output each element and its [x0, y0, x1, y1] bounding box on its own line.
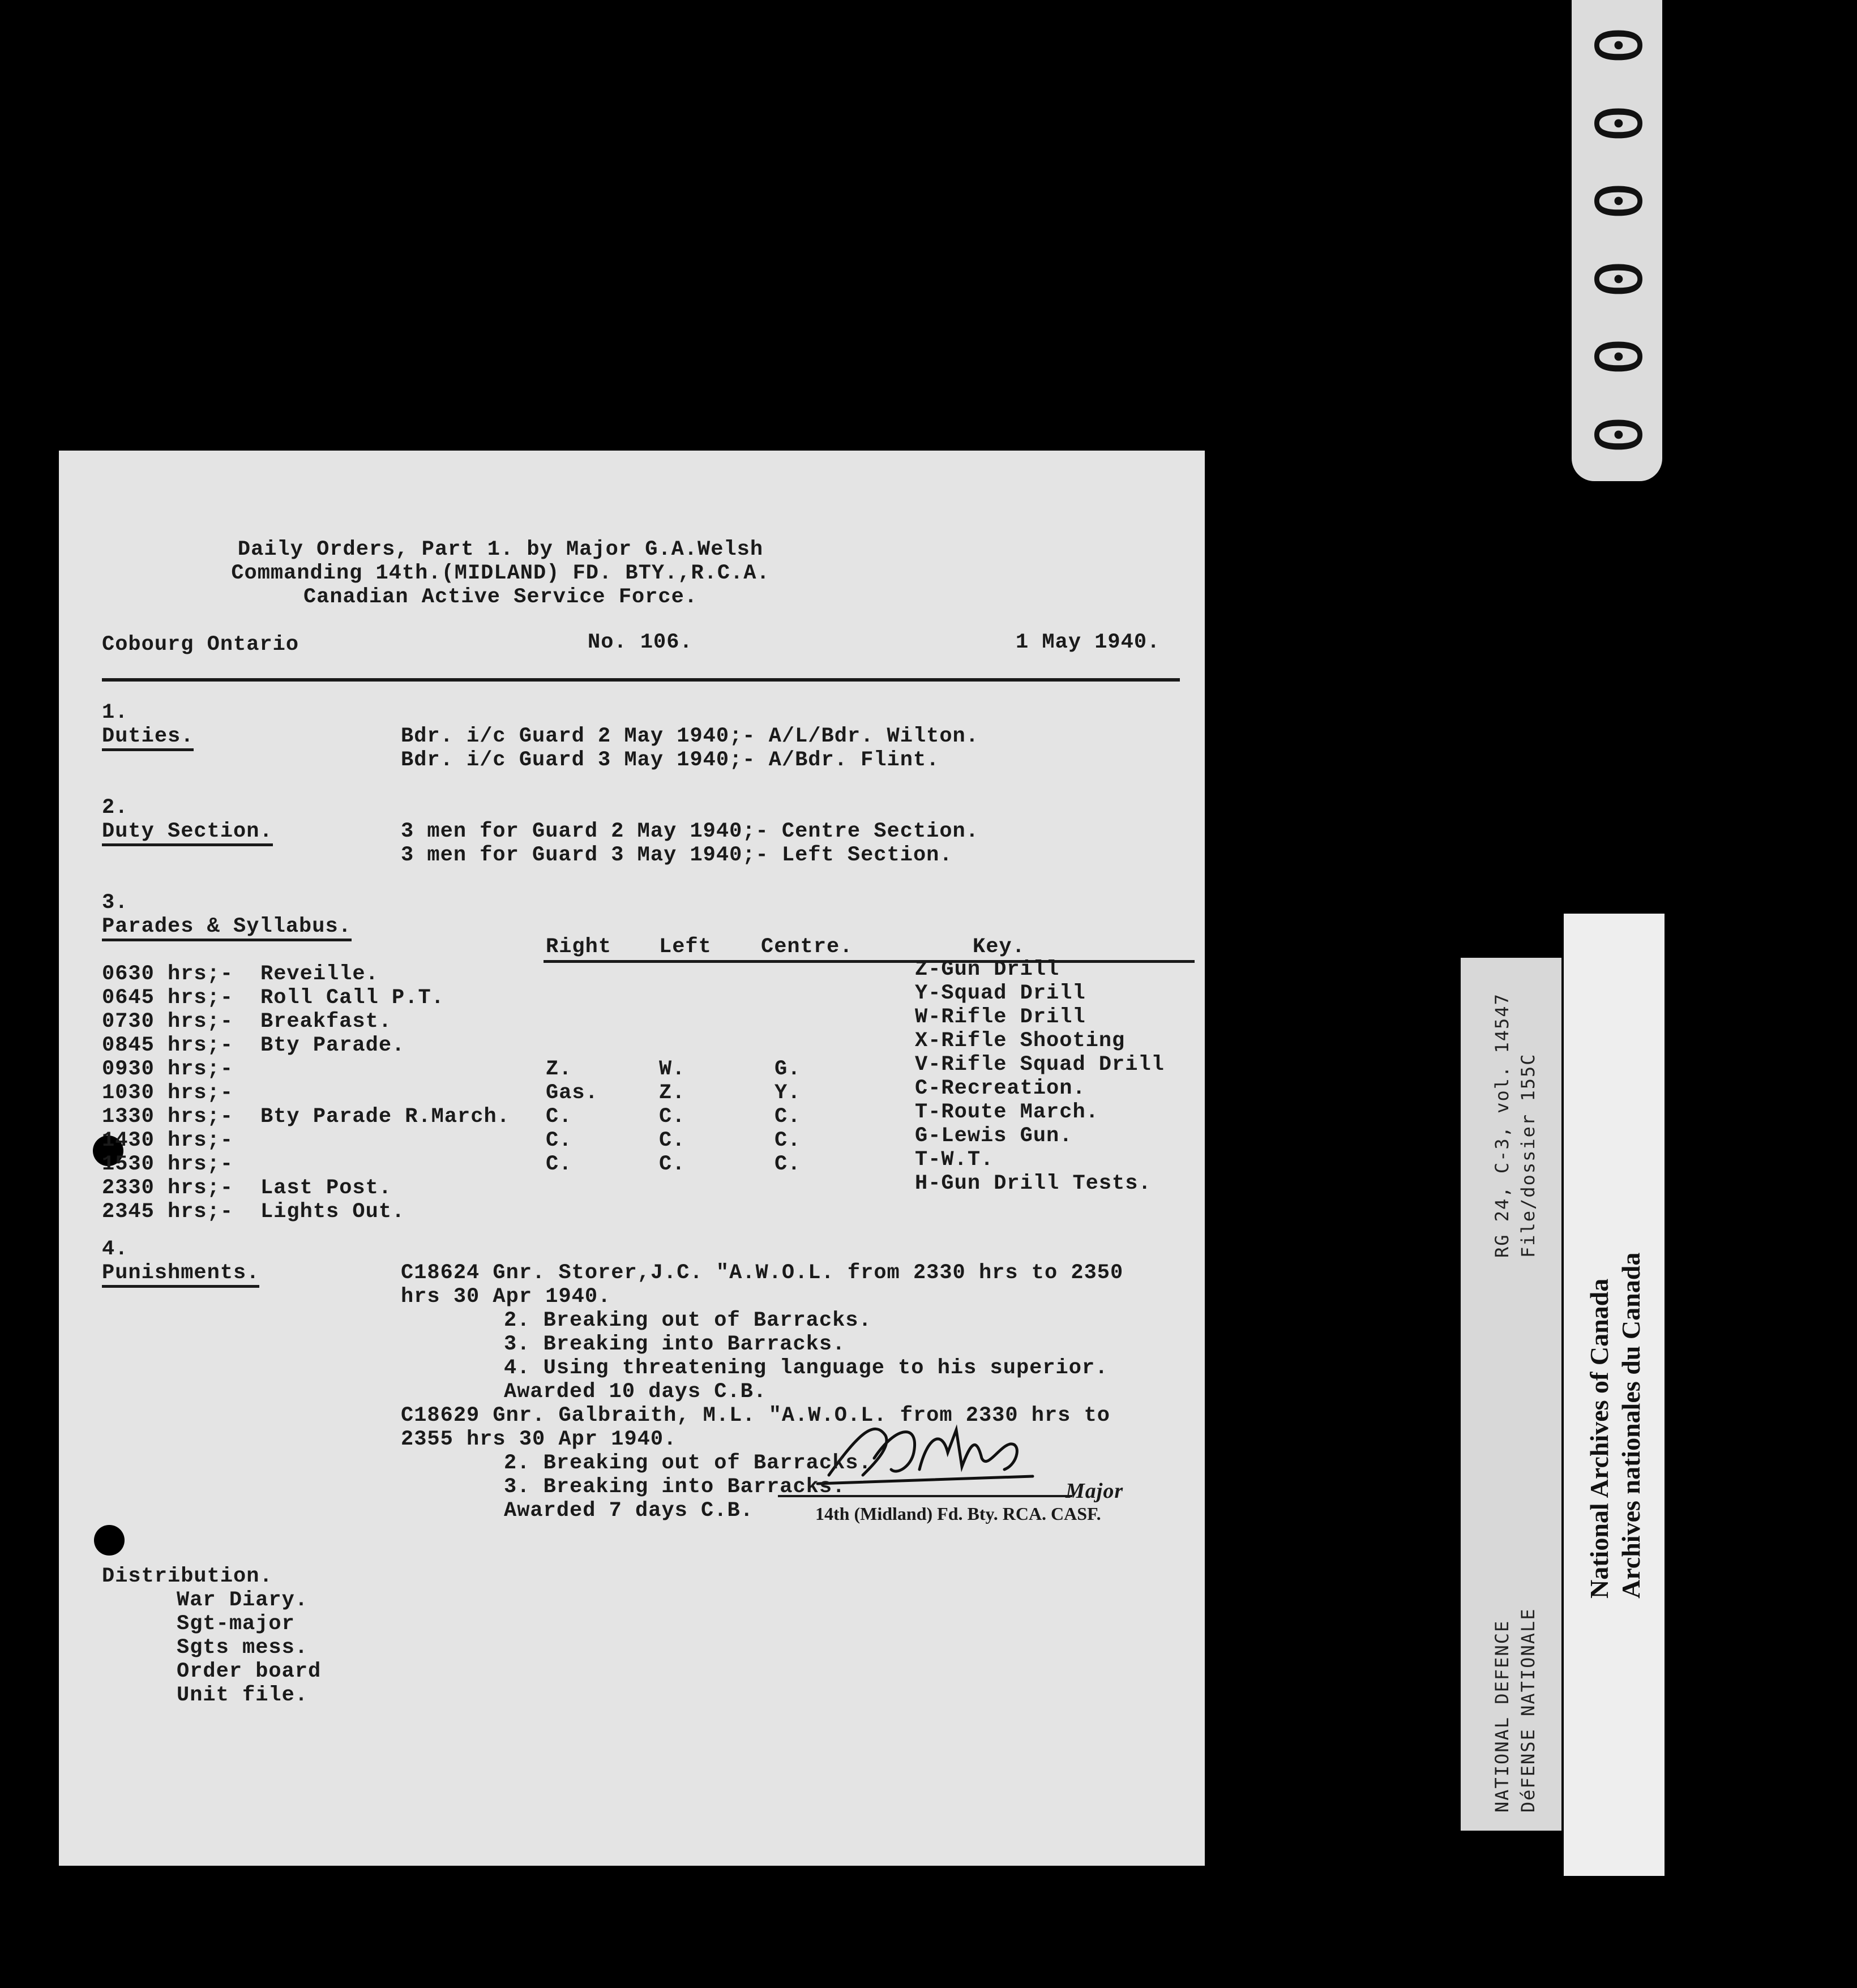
- counter-digit: 0: [1580, 104, 1654, 143]
- syllabus-right: Z.: [546, 1057, 572, 1081]
- archives-name-fr: Archives nationales du Canada: [1616, 1252, 1645, 1599]
- section-3-title: Parades & Syllabus.: [102, 915, 352, 941]
- distribution-item: Order board: [177, 1660, 322, 1683]
- section-1-title: Duties.: [102, 725, 194, 751]
- header-line-1: Daily Orders, Part 1. by Major G.A.Welsh: [237, 538, 764, 562]
- reference-line-2: File/dossier 155C: [1517, 1053, 1539, 1258]
- order-date: 1 May 1940.: [1016, 631, 1161, 654]
- syllabus-key-item: G-Lewis Gun.: [915, 1124, 1073, 1148]
- syllabus-key-item: Y-Squad Drill: [915, 982, 1086, 1005]
- order-number: No. 106.: [588, 631, 693, 654]
- signature-rank: Major: [1066, 1479, 1124, 1503]
- syllabus-centre: G.: [775, 1057, 801, 1081]
- section-3-number: 3.: [102, 891, 129, 915]
- counter-digit: 0: [1580, 26, 1654, 65]
- syllabus-key-item: V-Rifle Squad Drill: [915, 1053, 1165, 1077]
- syllabus-event: Roll Call P.T.: [260, 986, 444, 1010]
- syllabus-key-item: X-Rifle Shooting: [915, 1029, 1126, 1053]
- syllabus-centre: Y.: [775, 1081, 801, 1105]
- syllabus-time: 0645 hrs;-: [102, 986, 234, 1010]
- punishment-line: C18629 Gnr. Galbraith, M.L. "A.W.O.L. from 2330 hrs to: [401, 1404, 1110, 1428]
- dept-line-2: DéFENSE NATIONALE: [1517, 1608, 1539, 1813]
- syllabus-header-rule: [544, 960, 1195, 963]
- syllabus-event: Last Post.: [260, 1176, 392, 1200]
- syllabus-time: 1030 hrs;-: [102, 1081, 234, 1105]
- place: Cobourg Ontario: [102, 633, 299, 657]
- syllabus-time: 0630 hrs;-: [102, 962, 234, 986]
- col-header-key: Key.: [973, 935, 1025, 959]
- syllabus-time: 2345 hrs;-: [102, 1200, 234, 1224]
- national-archives-label: [1564, 914, 1665, 1876]
- syllabus-key-item: W-Rifle Drill: [915, 1005, 1086, 1029]
- syllabus-left: C.: [659, 1105, 686, 1129]
- syllabus-left: C.: [659, 1129, 686, 1152]
- counter-digit: 0: [1580, 337, 1654, 376]
- syllabus-time: 0930 hrs;-: [102, 1057, 234, 1081]
- syllabus-left: C.: [659, 1152, 686, 1176]
- col-header-left: Left: [659, 935, 712, 959]
- punishment-line: 4. Using threatening language to his superior.: [504, 1356, 1109, 1380]
- punishment-line: 2. Breaking out of Barracks.: [504, 1451, 872, 1475]
- syllabus-left: W.: [659, 1057, 686, 1081]
- frame-counter-digits: [1572, 14, 1662, 466]
- distribution-item: War Diary.: [177, 1588, 309, 1612]
- syllabus-time: 1430 hrs;-: [102, 1129, 234, 1152]
- distribution-title: Distribution.: [102, 1565, 273, 1588]
- duty-line: Bdr. i/c Guard 2 May 1940;- A/L/Bdr. Wilton.: [401, 725, 979, 748]
- syllabus-right: C.: [546, 1105, 572, 1129]
- header-line-3: Canadian Active Service Force.: [303, 585, 698, 609]
- syllabus-event: Lights Out.: [260, 1200, 405, 1224]
- syllabus-event: Bty Parade.: [260, 1034, 405, 1057]
- reference-line-1: RG 24, C-3, vol. 14547: [1491, 993, 1513, 1258]
- distribution-item: Sgt-major: [177, 1612, 295, 1636]
- reference-label: [1461, 958, 1561, 1831]
- signature-unit: 14th (Midland) Fd. Bty. RCA. CASF.: [815, 1503, 1101, 1524]
- syllabus-key-item: T-W.T.: [915, 1148, 994, 1172]
- syllabus-key-item: H-Gun Drill Tests.: [915, 1172, 1152, 1196]
- col-header-right: Right: [546, 935, 612, 959]
- duty-section-line: 3 men for Guard 3 May 1940;- Left Section.: [401, 843, 953, 867]
- punishment-line: 3. Breaking into Barracks.: [504, 1333, 846, 1356]
- syllabus-time: 2330 hrs;-: [102, 1176, 234, 1200]
- syllabus-event: Breakfast.: [260, 1010, 392, 1034]
- punishment-line: C18624 Gnr. Storer,J.C. "A.W.O.L. from 2330 hrs to 2350: [401, 1261, 1124, 1285]
- punishment-line: 2355 hrs 30 Apr 1940.: [401, 1428, 677, 1451]
- syllabus-right: Gas.: [546, 1081, 598, 1105]
- syllabus-key-item: T-Route March.: [915, 1100, 1099, 1124]
- counter-digit: 0: [1580, 260, 1654, 298]
- counter-digit: 0: [1580, 182, 1654, 220]
- syllabus-time: 1330 hrs;-: [102, 1105, 234, 1129]
- section-2-title: Duty Section.: [102, 820, 273, 846]
- syllabus-right: C.: [546, 1129, 572, 1152]
- syllabus-time: 1530 hrs;-: [102, 1152, 234, 1176]
- syllabus-right: C.: [546, 1152, 572, 1176]
- section-4-title: Punishments.: [102, 1261, 259, 1288]
- punishment-line: 3. Breaking into Barracks.: [504, 1475, 846, 1499]
- syllabus-time: 0845 hrs;-: [102, 1034, 234, 1057]
- punishment-line: Awarded 10 days C.B.: [504, 1380, 767, 1404]
- syllabus-left: Z.: [659, 1081, 686, 1105]
- section-1-number: 1.: [102, 701, 129, 725]
- syllabus-time: 0730 hrs;-: [102, 1010, 234, 1034]
- syllabus-key-item: Z-Gun Drill: [915, 958, 1060, 982]
- daily-orders-document: [59, 451, 1205, 1866]
- punch-hole: [94, 1525, 125, 1556]
- punishment-line: 2. Breaking out of Barracks.: [504, 1309, 872, 1333]
- duty-section-line: 3 men for Guard 2 May 1940;- Centre Section.: [401, 820, 979, 843]
- duty-line: Bdr. i/c Guard 3 May 1940;- A/Bdr. Flint.: [401, 748, 940, 772]
- counter-digit: 0: [1580, 415, 1654, 454]
- dept-line-1: NATIONAL DEFENCE: [1491, 1619, 1513, 1813]
- section-4-number: 4.: [102, 1237, 129, 1261]
- punishment-line: Awarded 7 days C.B.: [504, 1499, 754, 1523]
- header-line-2: Commanding 14th.(MIDLAND) FD. BTY.,R.C.A.: [231, 562, 770, 585]
- punishment-line: hrs 30 Apr 1940.: [401, 1285, 611, 1309]
- distribution-item: Sgts mess.: [177, 1636, 309, 1660]
- header-divider: [102, 678, 1180, 682]
- frame-counter-strip: [1572, 0, 1662, 481]
- section-2-number: 2.: [102, 796, 129, 820]
- col-header-centre: Centre.: [761, 935, 853, 959]
- syllabus-centre: C.: [775, 1105, 801, 1129]
- distribution-item: Unit file.: [177, 1683, 309, 1707]
- syllabus-key-item: C-Recreation.: [915, 1077, 1086, 1100]
- syllabus-event: Bty Parade R.March.: [260, 1105, 510, 1129]
- syllabus-event: Reveille.: [260, 962, 379, 986]
- syllabus-centre: C.: [775, 1152, 801, 1176]
- syllabus-centre: C.: [775, 1129, 801, 1152]
- archives-name-en: National Archives of Canada: [1585, 1278, 1614, 1599]
